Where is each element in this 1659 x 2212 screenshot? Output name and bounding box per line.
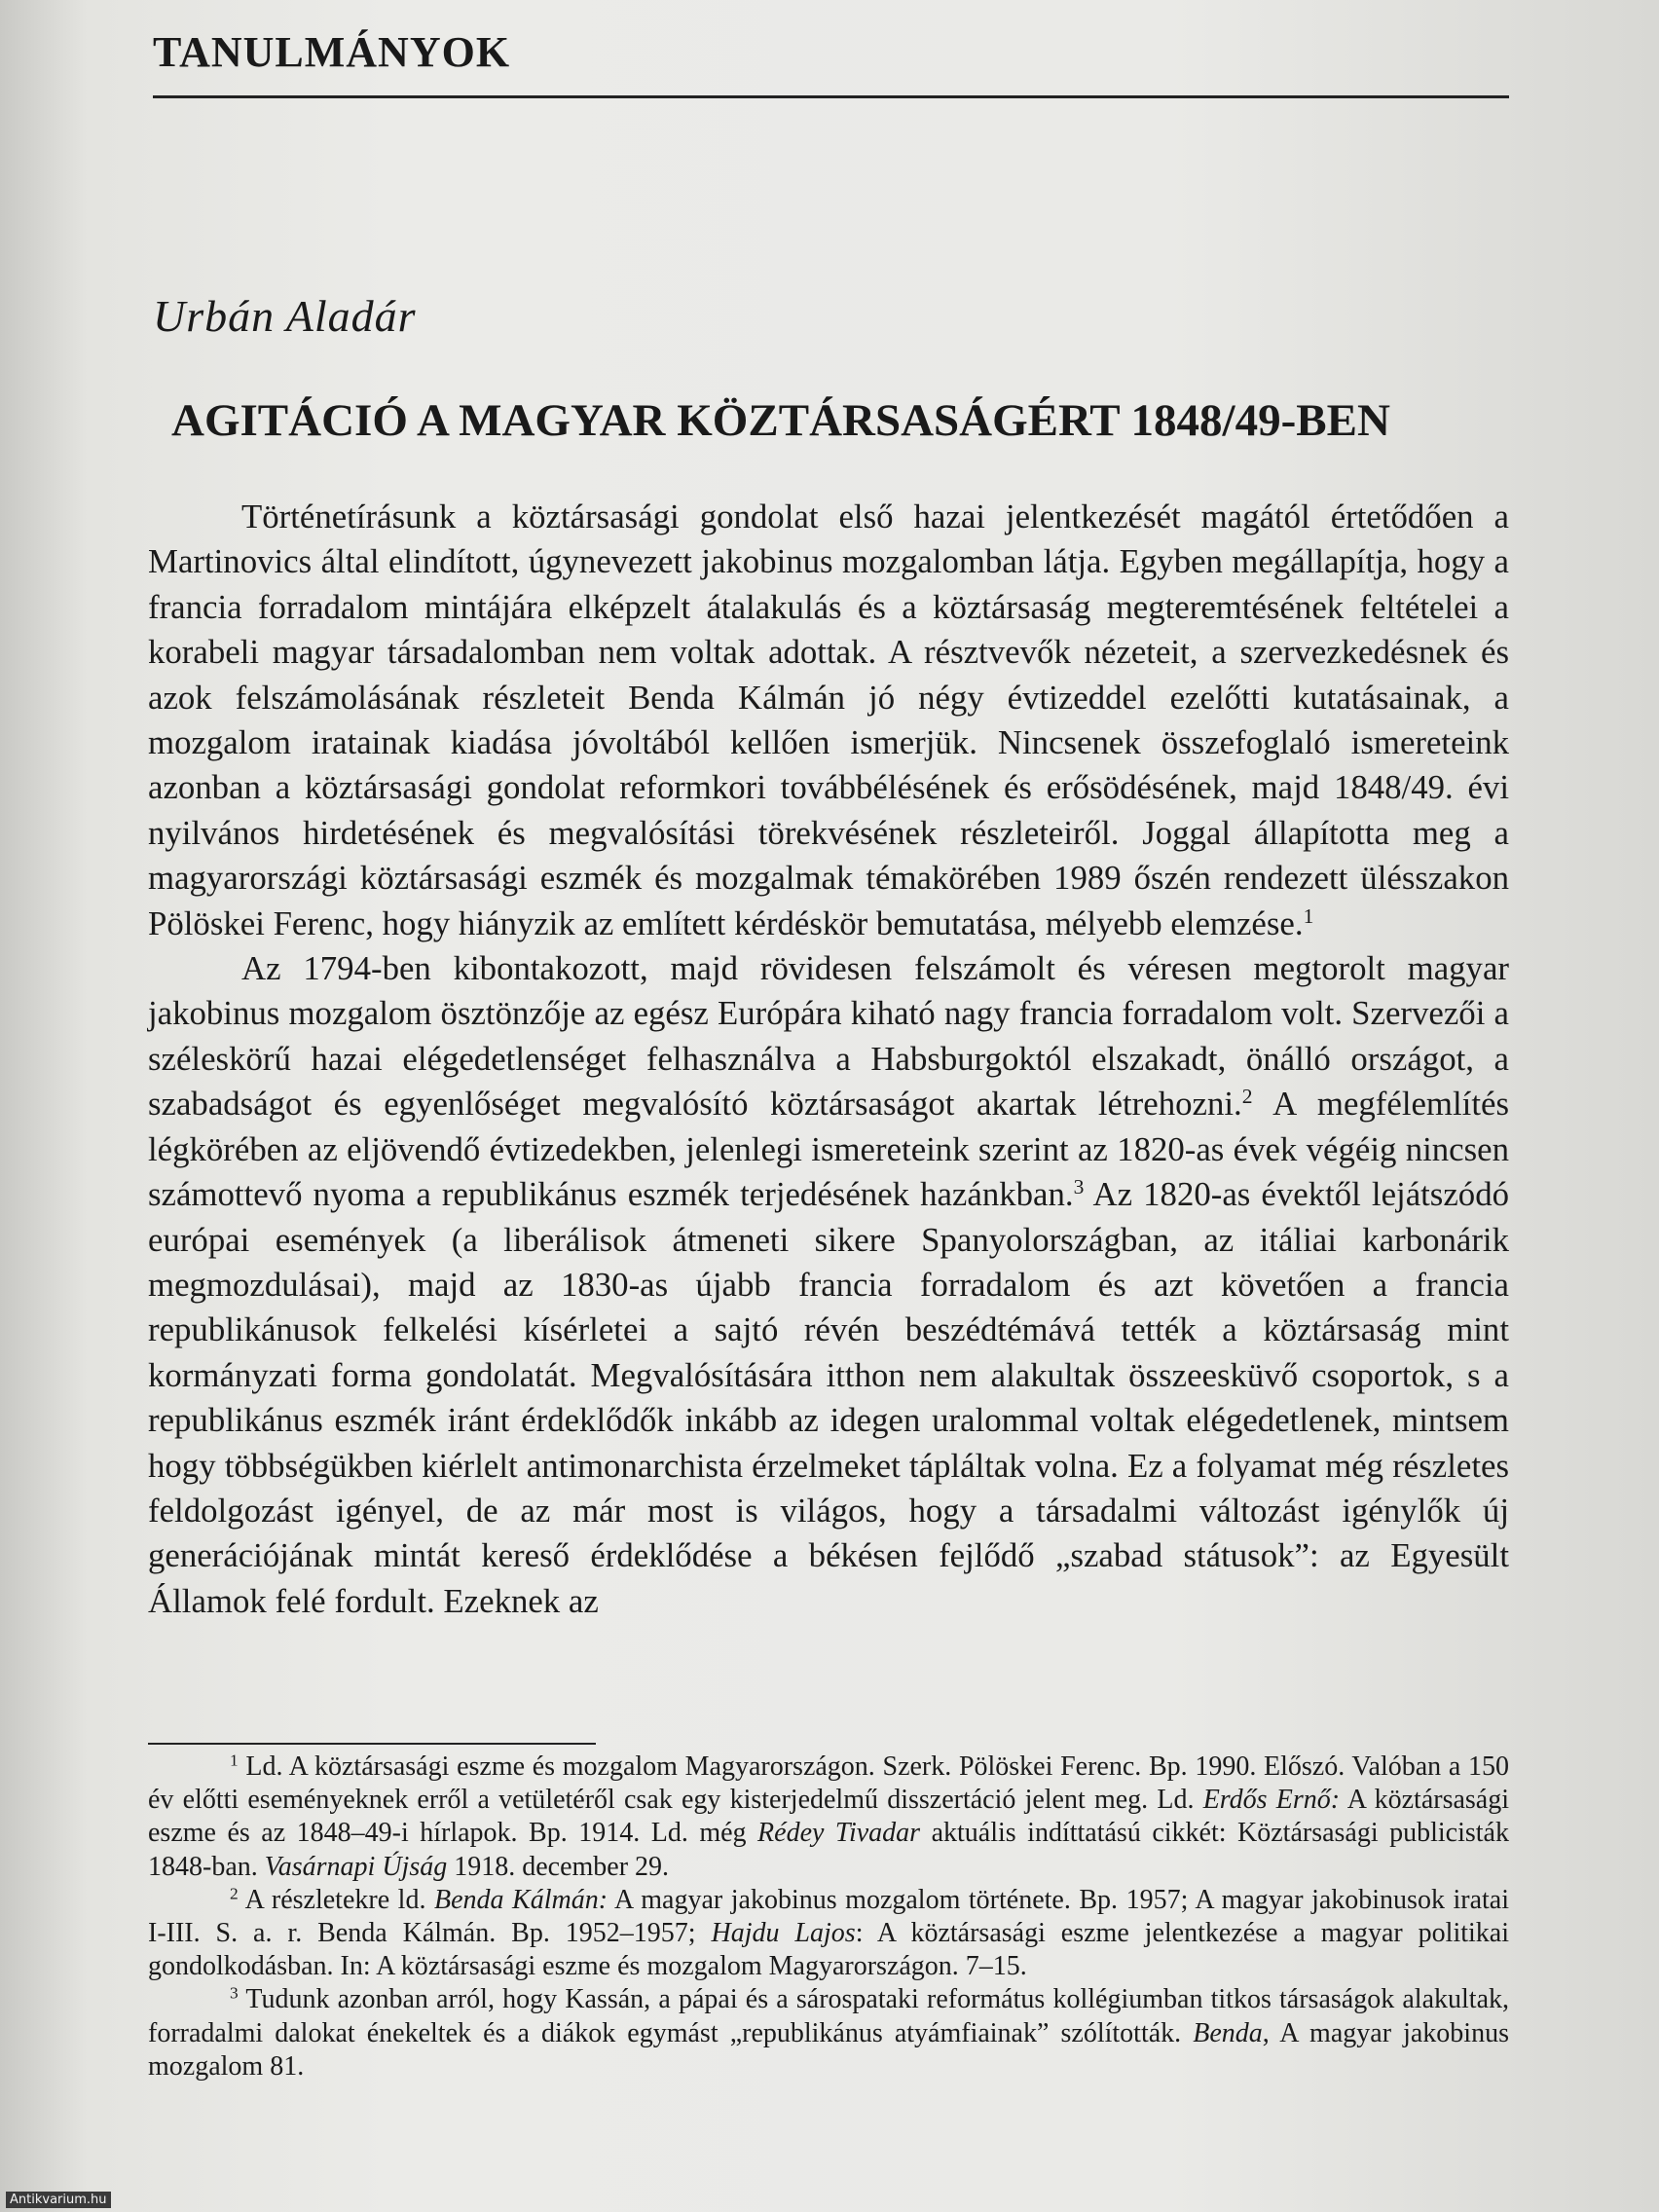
footnote-3: $^3$ Tudunk azonban arról, hogy Kassán, a pápai és a sárospataki református kollégiumban titkos társaságok alakultak, forradalmi dalokat énekeltek és a diákok egymást „republikánus atyámfiainak” szólították. Benda, A magyar jakobinus mozgalom 81. — [148, 1983, 1509, 2082]
footnote-ref-2: 2 — [1241, 1085, 1253, 1109]
header-rule — [153, 95, 1509, 98]
footnote-ref-1: 1 — [1303, 903, 1314, 928]
section-header: TANULMÁNYOK — [153, 28, 511, 76]
footnote-1: $^1$ Ld. A köztársasági eszme és mozgalom Magyarországon. Szerk. Pölöskei Ferenc. Bp. 1990. Előszó. Valóban a 150 év előtti eseményeknek erről a vetületéről csak egy kisterjedelmű disszertáció jelent meg. Ld. Erdős Ernő: A köztársasági eszme és az 1848–49-i hírlapok. Bp. 1914. Ld. még Rédey Tivadar aktuális indíttatású cikkét: Köztársasági publicisták 1848-ban. Vasárnapi Újság 1918. december 29. — [148, 1751, 1509, 1882]
article-author: Urbán Aladár — [153, 291, 417, 341]
footnote-rule — [148, 1743, 596, 1745]
footnote-ref-3: 3 — [1073, 1175, 1085, 1199]
paragraph-2: Az 1794-ben kibontakozott, majd rövidesen felszámolt és véresen megtorolt magyar jakobinus mozgalom ösztönzője az egész Európára kiható nagy francia forradalom volt. Szervezői a széleskörű hazai elégedetlenséget felhasználva a Habsburgoktól elszakadt, önálló országot, a szabadságot és egyenlőséget megvalósító köztársaságot akartak létrehozni.$^2$ A megfélemlítés légkörében az eljövendő évtizedekben, jelenlegi ismereteink szerint az 1820-as évek végéig nincsen számottevő nyoma a republikánus eszmék terjedésének hazánkban.$^3$ Az 1820-as évektől lejátszódó európai események (a liberálisok átmeneti sikere Spanyolországban, az itáliai karbonárik megmozdulásai), majd az 1830-as újabb francia forradalom és azt követően a francia republikánusok felkelési kísérletei a sajtó révén beszédtémává tették a köztársaság mint kormányzati forma gondolatát. Megvalósítására itthon nem alakultak összeesküvő csoportok, s a republikánus eszmék iránt érdeklődők inkább az idegen uralommal voltak elégedetlenek, mintsem hogy többségükben kiérlelt antimonarchista érzelmeket tápláltak volna. Ez a folyamat még részletes feldolgozást igényel, de az már most is világos, hogy a társadalmi változást igénylők új generációjának mintát kereső érdeklődése a békésen fejlődő „szabad státusok”: az Egyesült Államok felé fordult. Ezeknek az — [148, 949, 1509, 1620]
article-title: AGITÁCIÓ A MAGYAR KÖZTÁRSASÁGÉRT 1848/49-BEN — [171, 395, 1390, 446]
article-body — [148, 495, 1509, 1624]
footnote-2: $^2$ A részletekre ld. Benda Kálmán: A magyar jakobinus mozgalom története. Bp. 1957; A magyar jakobinusok iratai I-III. S. a. r. Benda Kálmán. Bp. 1952–1957; Hajdu Lajos: A köztársasági eszme jelentkezése a magyar politikai gondolkodásban. In: A köztársasági eszme és mozgalom Magyarországon. 7–15. — [148, 1884, 1510, 1982]
footnotes — [148, 1751, 1509, 2083]
paragraph-1: Történetírásunk a köztársasági gondolat első hazai jelentkezését magától értetődően a Martinovics által elindított, úgynevezett jakobinus mozgalomban látja. Egyben megállapítja, hogy a francia forradalom mintájára elképzelt átalakulás és a köztársaság megteremtésének feltételei a korabeli magyar társadalomban nem voltak adottak. A résztvevők nézeteit, a szervezkedésnek és azok felszámolásának részleteit Benda Kálmán jó négy évtizeddel ezelőtti kutatásainak, a mozgalom iratainak kiadása jóvoltából kellően ismerjük. Nincsenek összefoglaló ismereteink azonban a köztársasági gondolat reformkori továbbélésének és erősödésének, majd 1848/49. évi nyilvános hirdetésének és megvalósítási törekvésének részleteiről. Joggal állapította meg a magyarországi köztársasági eszmék és mozgalmak témakörében 1989 őszén rendezett ülésszakon Pölöskei Ferenc, hogy hiányzik az említett kérdéskör bemutatása, mélyebb elemzése.$^1$ — [148, 498, 1509, 942]
watermark: Antikvarium.hu — [6, 2192, 111, 2208]
